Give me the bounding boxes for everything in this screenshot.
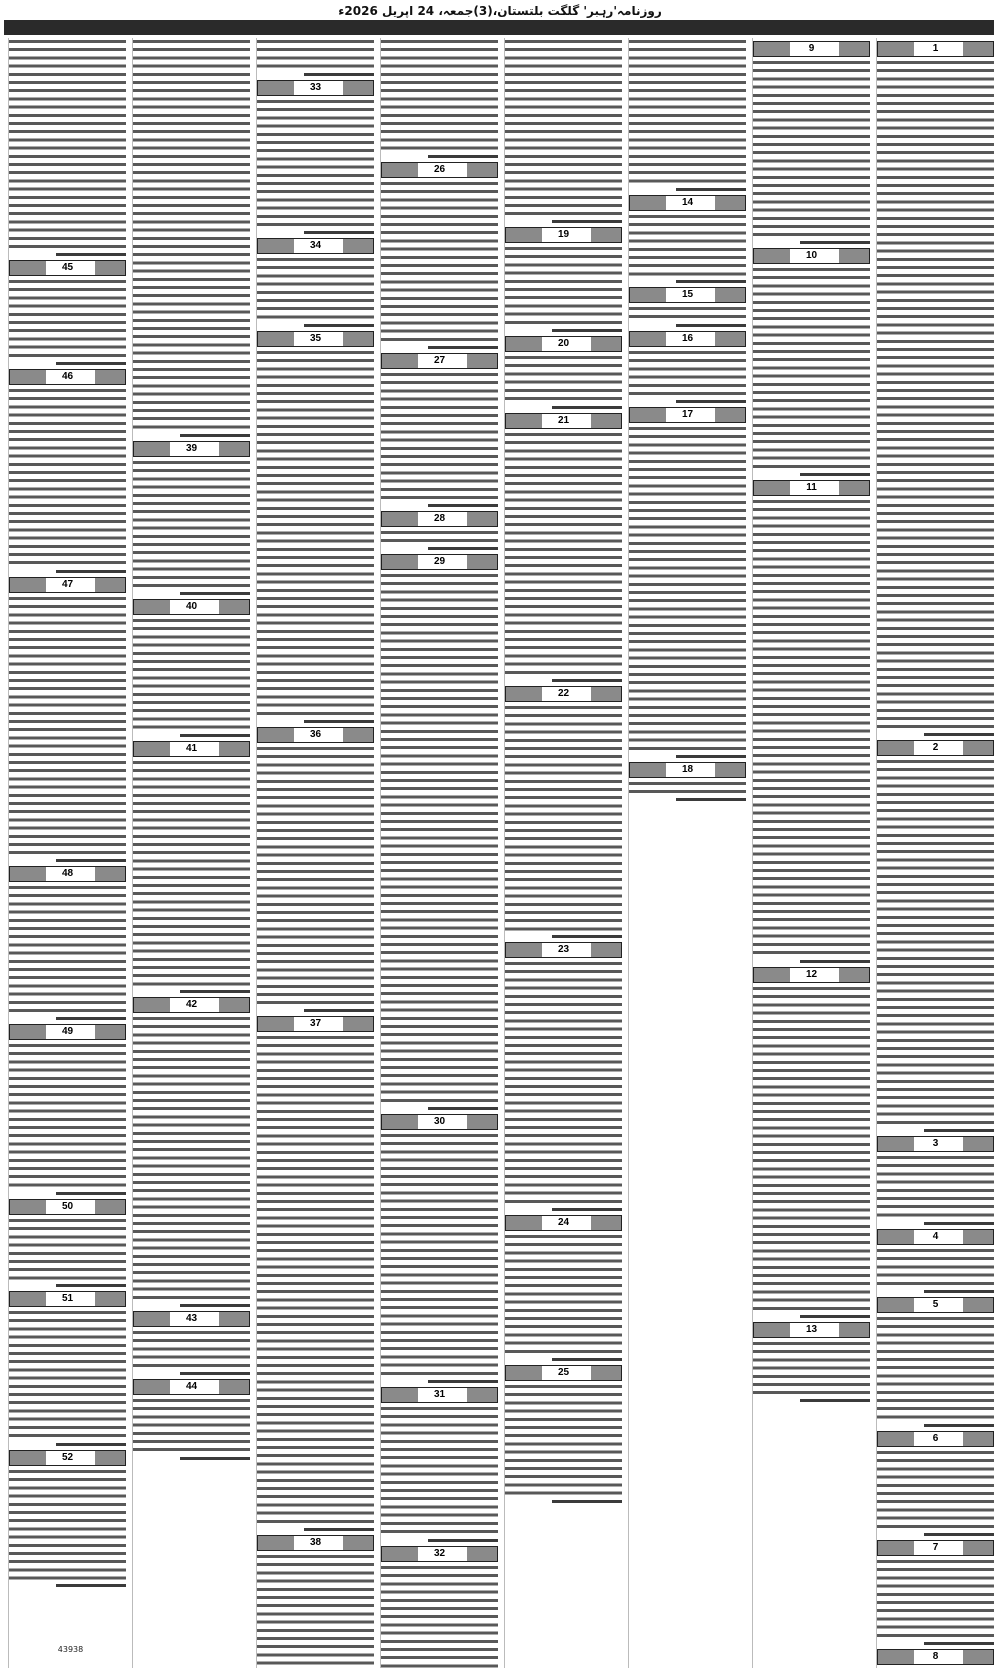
ad-body-text [629,349,746,398]
ad-closing-line [56,857,126,863]
ad-closing-line [56,1190,126,1196]
ad-closing-line [676,796,746,802]
classified-ad [133,997,250,1308]
ad-body-text [9,387,126,567]
ad-closing-line [56,1015,126,1021]
classified-ad [629,407,746,759]
ad-number: 44 [185,1381,198,1393]
ad-number-header [381,1387,498,1403]
classified-ad [9,577,126,863]
classified-ad [381,162,498,350]
ad-number-header [877,740,994,756]
ad-closing-line [180,732,250,738]
ad-number: 2 [932,742,939,754]
classified-page [4,38,994,1668]
ad-closing-line [924,1422,994,1428]
ad-number-header [257,1016,374,1032]
ad-body-text [629,38,746,186]
ad-number: 26 [433,163,446,175]
ad-number: 16 [681,332,694,344]
classified-ad [505,1365,622,1504]
classified-ad [629,287,746,327]
classified-ad [257,1016,374,1532]
ad-body-text [133,38,250,432]
ad-body-text [257,349,374,718]
ad-number-header [9,1291,126,1307]
ad-body-text [753,266,870,471]
ad-body-text [381,1405,498,1536]
ad-number: 14 [681,196,694,208]
classified-ad [505,942,622,1212]
ad-closing-line [428,545,498,551]
ad-body-text [257,1553,374,1668]
ad-number-header [381,353,498,369]
ad-closing-line [428,1537,498,1543]
ad-number: 32 [433,1547,446,1559]
classified-ad [629,331,746,404]
ad-closing-line [552,677,622,683]
classified-ad [877,1649,994,1668]
ad-closing-line [56,251,126,257]
classified-ad [381,38,498,159]
classified-ad [505,1215,622,1362]
ad-closing-line [552,1206,622,1212]
ad-number: 31 [433,1389,446,1401]
ad-body-text [9,38,126,251]
ad-number-header [877,1431,994,1447]
ad-closing-line [552,933,622,939]
ad-number-header [505,1365,622,1381]
ad-number: 48 [61,867,74,879]
ad-number: 18 [681,763,694,775]
classified-ad [381,353,498,508]
classified-ad [753,480,870,963]
ad-body-text [381,529,498,545]
classified-ad [505,336,622,409]
classified-ad [9,1199,126,1289]
ad-number: 30 [433,1116,446,1128]
classified-ad [257,1535,374,1668]
ad-closing-line [180,1455,250,1461]
ad-body-text [877,1449,994,1531]
ad-closing-line [428,153,498,159]
ad-body-text [753,59,870,239]
ad-number: 46 [61,371,74,383]
classified-ad [753,967,870,1319]
ad-body-text [505,431,622,677]
ad-number-header [877,1297,994,1313]
ad-number-header [629,762,746,778]
ad-body-text [629,305,746,321]
ad-closing-line [924,1220,994,1226]
ad-body-text [381,371,498,502]
ad-closing-line [56,360,126,366]
ad-body-text [505,38,622,218]
ad-number: 1 [932,43,939,54]
ad-body-text [133,1397,250,1454]
ad-number: 3 [932,1138,939,1150]
page-column [628,38,746,1668]
classified-ad [753,41,870,245]
classified-ad [381,1387,498,1542]
ad-body-text [629,425,746,753]
ad-number-header [9,866,126,882]
ad-number: 13 [805,1323,818,1335]
page-column [256,38,374,1668]
ad-body-text [877,1667,994,1668]
ad-number: 40 [185,600,198,612]
ad-number: 25 [557,1367,570,1379]
classified-ad [753,1322,870,1403]
ad-number-header [505,413,622,429]
ad-body-text [133,759,250,989]
ad-body-text [877,1558,994,1640]
ad-number-header [877,1136,994,1152]
ad-closing-line [180,1302,250,1308]
classified-ad [505,413,622,683]
ad-number-header [257,238,374,254]
ad-number-header [9,1024,126,1040]
ad-body-text [505,1233,622,1356]
ad-number-header [877,1229,994,1245]
ad-number-header [505,686,622,702]
ad-body-text [877,1315,994,1422]
ad-closing-line [924,1531,994,1537]
ad-closing-line [304,71,374,77]
classified-ad [877,1229,994,1294]
ad-body-text [133,459,250,590]
ad-number-header [877,1540,994,1556]
ad-closing-line [800,1397,870,1403]
ad-body-text [381,38,498,153]
ad-closing-line [428,344,498,350]
ad-number-header [505,336,622,352]
page-column [8,38,126,1668]
masthead-title: روزنامہ'رہبر' گلگت بلتستان،(3)جمعہ، 24 اپریل 2026ء [338,4,662,18]
ad-body-text [505,1383,622,1498]
ad-number: 23 [557,944,570,956]
classified-ad [257,38,374,77]
ad-number: 51 [61,1293,74,1305]
ad-number: 20 [557,338,570,350]
ad-body-text [877,1154,994,1220]
ad-body-text [505,960,622,1206]
classified-ad [629,762,746,802]
ad-body-text [629,780,746,796]
classified-ad [133,441,250,596]
ad-closing-line [552,404,622,410]
ad-closing-line [304,718,374,724]
ad-number-header [753,967,870,983]
ad-body-text [877,59,994,731]
ad-number: 6 [932,1432,939,1444]
classified-ad [9,1024,126,1196]
ad-closing-line [304,322,374,328]
classified-ad [133,38,250,438]
ad-closing-line [552,327,622,333]
classified-ad [9,866,126,1021]
ad-number: 9 [808,43,815,54]
ad-body-text [381,1132,498,1378]
ad-number-header [753,41,870,57]
classified-ad [9,38,126,257]
classified-ad [877,41,994,737]
ad-closing-line [552,1356,622,1362]
classified-ad [9,260,126,366]
ad-number-header [877,1649,994,1665]
ad-number: 12 [805,968,818,980]
ad-closing-line [676,753,746,759]
ad-number: 7 [932,1541,939,1553]
ad-number: 29 [433,556,446,568]
ad-number: 52 [61,1451,74,1463]
ad-body-text [257,745,374,1007]
ad-number: 45 [61,262,74,274]
ad-closing-line [800,1313,870,1319]
classified-ad [257,80,374,235]
ad-closing-line [552,218,622,224]
ad-number-header [257,80,374,96]
ad-closing-line [428,502,498,508]
ad-body-text [257,256,374,322]
classified-ad [133,1311,250,1376]
ad-closing-line [180,432,250,438]
classified-ad [877,1136,994,1226]
ad-body-text [133,1015,250,1302]
ad-number-header [133,997,250,1013]
ad-number: 43 [185,1313,198,1325]
ad-closing-line [924,1640,994,1646]
classified-ad [381,1546,498,1668]
ad-closing-line [56,568,126,574]
ad-body-text [9,1309,126,1440]
ad-number-header [381,1114,498,1130]
ad-closing-line [180,1370,250,1376]
ad-body-text [9,884,126,1015]
classified-ad [257,727,374,1013]
classified-ad [133,1379,250,1460]
classified-ad [505,38,622,224]
ad-closing-line [56,1282,126,1288]
classified-ad [381,511,498,551]
page-column [876,38,994,1668]
ad-number-header [257,727,374,743]
ad-number: 33 [309,81,322,93]
ad-number-header [629,331,746,347]
classified-ad [9,369,126,573]
classified-ad [753,248,870,477]
ad-number: 27 [433,354,446,366]
ad-number-header [9,577,126,593]
ad-closing-line [676,186,746,192]
ad-number-header [133,1311,250,1327]
classified-ad [133,599,250,738]
ad-number: 37 [309,1017,322,1029]
ad-number: 5 [932,1298,939,1310]
ad-body-text [505,245,622,327]
classified-ad [877,1540,994,1646]
ad-body-text [9,1217,126,1283]
page-column [380,38,498,1668]
ad-number-header [877,41,994,57]
ad-body-text [133,617,250,732]
ad-body-text [505,354,622,403]
classified-ad [877,1431,994,1537]
ad-body-text [381,572,498,1105]
ad-closing-line [304,1007,374,1013]
ad-number: 11 [806,482,817,494]
ad-number: 50 [61,1200,74,1212]
ad-number: 36 [309,728,322,740]
classified-ad [381,1114,498,1384]
ad-body-text [257,38,374,71]
ad-closing-line [676,278,746,284]
ad-body-text [9,1468,126,1583]
ad-closing-line [924,1127,994,1133]
ad-number-header [9,1450,126,1466]
page-column [132,38,250,1668]
ad-number-header [257,331,374,347]
ad-number-header [257,1535,374,1551]
ad-body-text [133,1329,250,1370]
ad-number-header [381,162,498,178]
classified-ad [505,227,622,333]
classified-ad [629,38,746,192]
ad-closing-line [304,1526,374,1532]
ad-body-text [505,704,622,934]
ad-number-header [753,1322,870,1338]
ad-closing-line [304,229,374,235]
ad-body-text [381,1564,498,1668]
ad-number-header [505,942,622,958]
ad-closing-line [924,1288,994,1294]
ad-closing-line [428,1105,498,1111]
ad-number-header [381,1546,498,1562]
ad-body-text [877,758,994,1127]
ad-number: 8 [932,1650,939,1662]
page-column [504,38,622,1668]
ad-number-header [753,248,870,264]
classified-ad [257,238,374,328]
ad-number: 38 [309,1536,322,1548]
ad-closing-line [180,590,250,596]
ad-number: 21 [557,414,570,426]
ad-body-text [9,595,126,857]
ad-number-header [629,407,746,423]
classified-ad [133,741,250,995]
ad-number: 47 [61,578,74,590]
ad-closing-line [56,1441,126,1447]
ad-closing-line [56,1582,126,1588]
ad-closing-line [924,731,994,737]
ad-body-text [9,278,126,360]
ad-number: 35 [309,332,322,344]
ad-number: 39 [185,442,198,454]
ad-closing-line [676,322,746,328]
ad-number-header [9,260,126,276]
ad-number-header [381,554,498,570]
ad-number-header [133,441,250,457]
classified-ad [9,1291,126,1446]
top-rule-bar [4,20,994,35]
classified-ad [505,686,622,940]
ad-number-header [505,1215,622,1231]
ad-number: 10 [805,250,818,262]
ad-number: 24 [557,1217,570,1229]
ad-closing-line [552,1498,622,1504]
ad-closing-line [800,239,870,245]
classified-ad [381,554,498,1111]
ad-number: 42 [185,999,198,1011]
ad-number: 41 [185,742,198,754]
ad-body-text [753,1340,870,1397]
ad-number-header [629,195,746,211]
classified-ad [877,1297,994,1428]
ad-body-text [753,985,870,1313]
ad-body-text [629,213,746,279]
ad-number-header [133,1379,250,1395]
ad-number-header [753,480,870,496]
ad-number: 28 [433,512,446,524]
ad-number-header [133,599,250,615]
page-column [752,38,870,1668]
ad-closing-line [180,988,250,994]
ad-number: 49 [61,1026,74,1038]
ad-body-text [257,98,374,229]
ad-number-header [629,287,746,303]
classified-ad [257,331,374,724]
ad-number-header [133,741,250,757]
ad-number-header [381,511,498,527]
ad-number-header [505,227,622,243]
page-footer-number: 43938 [57,1645,84,1654]
ad-body-text [753,498,870,957]
ad-body-text [257,1034,374,1526]
ad-number: 19 [557,229,570,241]
ad-closing-line [800,471,870,477]
ad-number: 34 [309,239,322,251]
ad-body-text [9,1042,126,1190]
ad-number: 4 [932,1230,939,1242]
ad-closing-line [800,958,870,964]
ad-closing-line [676,398,746,404]
ad-number-header [9,1199,126,1215]
ad-number: 17 [681,408,694,420]
classified-ad [629,195,746,285]
ad-number: 15 [681,289,694,301]
ad-body-text [381,180,498,344]
ad-body-text [877,1247,994,1288]
ad-number: 22 [557,687,570,699]
classified-ad [9,1450,126,1589]
ad-number-header [9,369,126,385]
classified-ad [877,740,994,1133]
ad-closing-line [428,1378,498,1384]
